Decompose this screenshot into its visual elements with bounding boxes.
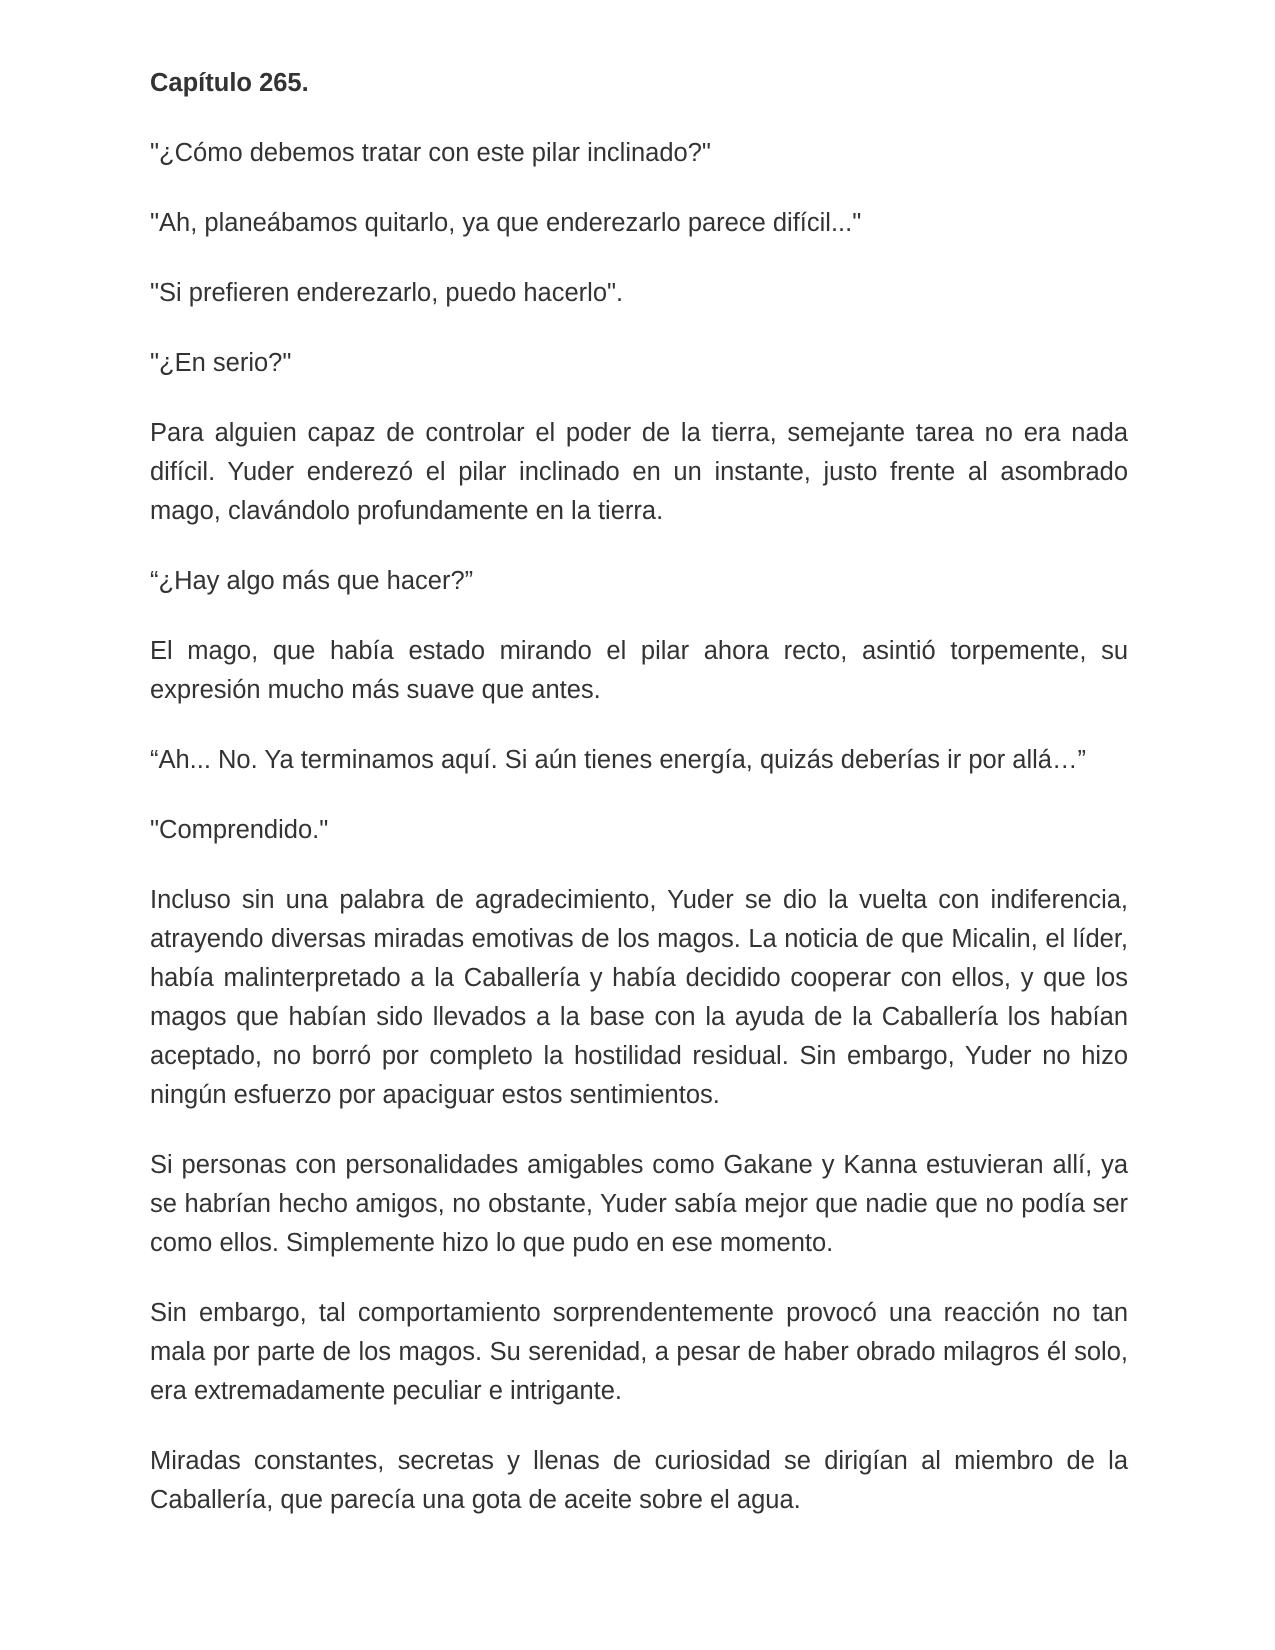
paragraph: Sin embargo, tal comportamiento sorprendentemente provocó una reacción no tan mala por parte de los magos. Su serenidad, a pesar de haber obrado milagros él solo, era extremadamente peculiar e intrigante.: [150, 1299, 1128, 1405]
paragraph: “¿Hay algo más que hacer?”: [150, 567, 474, 595]
document-page: [150, 64, 1128, 1520]
paragraph: Si personas con personalidades amigables como Gakane y Kanna estuvieran allí, ya se habrían hecho amigos, no obstante, Yuder sabía mejor que nadie que no podía ser como ellos. Simplemente hizo lo que pudo en ese momento.: [150, 1151, 1128, 1257]
paragraph: "Ah, planeábamos quitarlo, ya que enderezarlo parece difícil...": [150, 209, 862, 237]
paragraph: "Comprendido.": [150, 816, 329, 844]
paragraph: Incluso sin una palabra de agradecimiento, Yuder se dio la vuelta con indiferencia, atrayendo diversas miradas emotivas de los magos. La noticia de que Micalin, el líder, había malinterpretado a la Caballería y había decidido cooperar con ellos, y que los magos que habían sido llevados a la base con la ayuda de la Caballería los habían aceptado, no borró por completo la hostilidad residual. Sin embargo, Yuder no hizo ningún esfuerzo por apaciguar estos sentimientos.: [150, 886, 1128, 1109]
paragraph: “Ah... No. Ya terminamos aquí. Si aún tienes energía, quizás deberías ir por allá…”: [150, 746, 1086, 774]
paragraph: Miradas constantes, secretas y llenas de curiosidad se dirigían al miembro de la Caballería, que parecía una gota de aceite sobre el agua.: [150, 1447, 1128, 1514]
chapter-title: Capítulo 265.: [150, 69, 309, 97]
paragraph: "Si prefieren enderezarlo, puedo hacerlo".: [150, 279, 624, 307]
paragraph: "¿Cómo debemos tratar con este pilar inclinado?": [150, 139, 711, 167]
paragraph: Para alguien capaz de controlar el poder de la tierra, semejante tarea no era nada difícil. Yuder enderezó el pilar inclinado en un instante, justo frente al asombrado mago, clavándolo profundamente en la tierra.: [150, 419, 1128, 525]
paragraph: El mago, que había estado mirando el pilar ahora recto, asintió torpemente, su expresión mucho más suave que antes.: [150, 637, 1128, 704]
paragraph: "¿En serio?": [150, 349, 292, 377]
